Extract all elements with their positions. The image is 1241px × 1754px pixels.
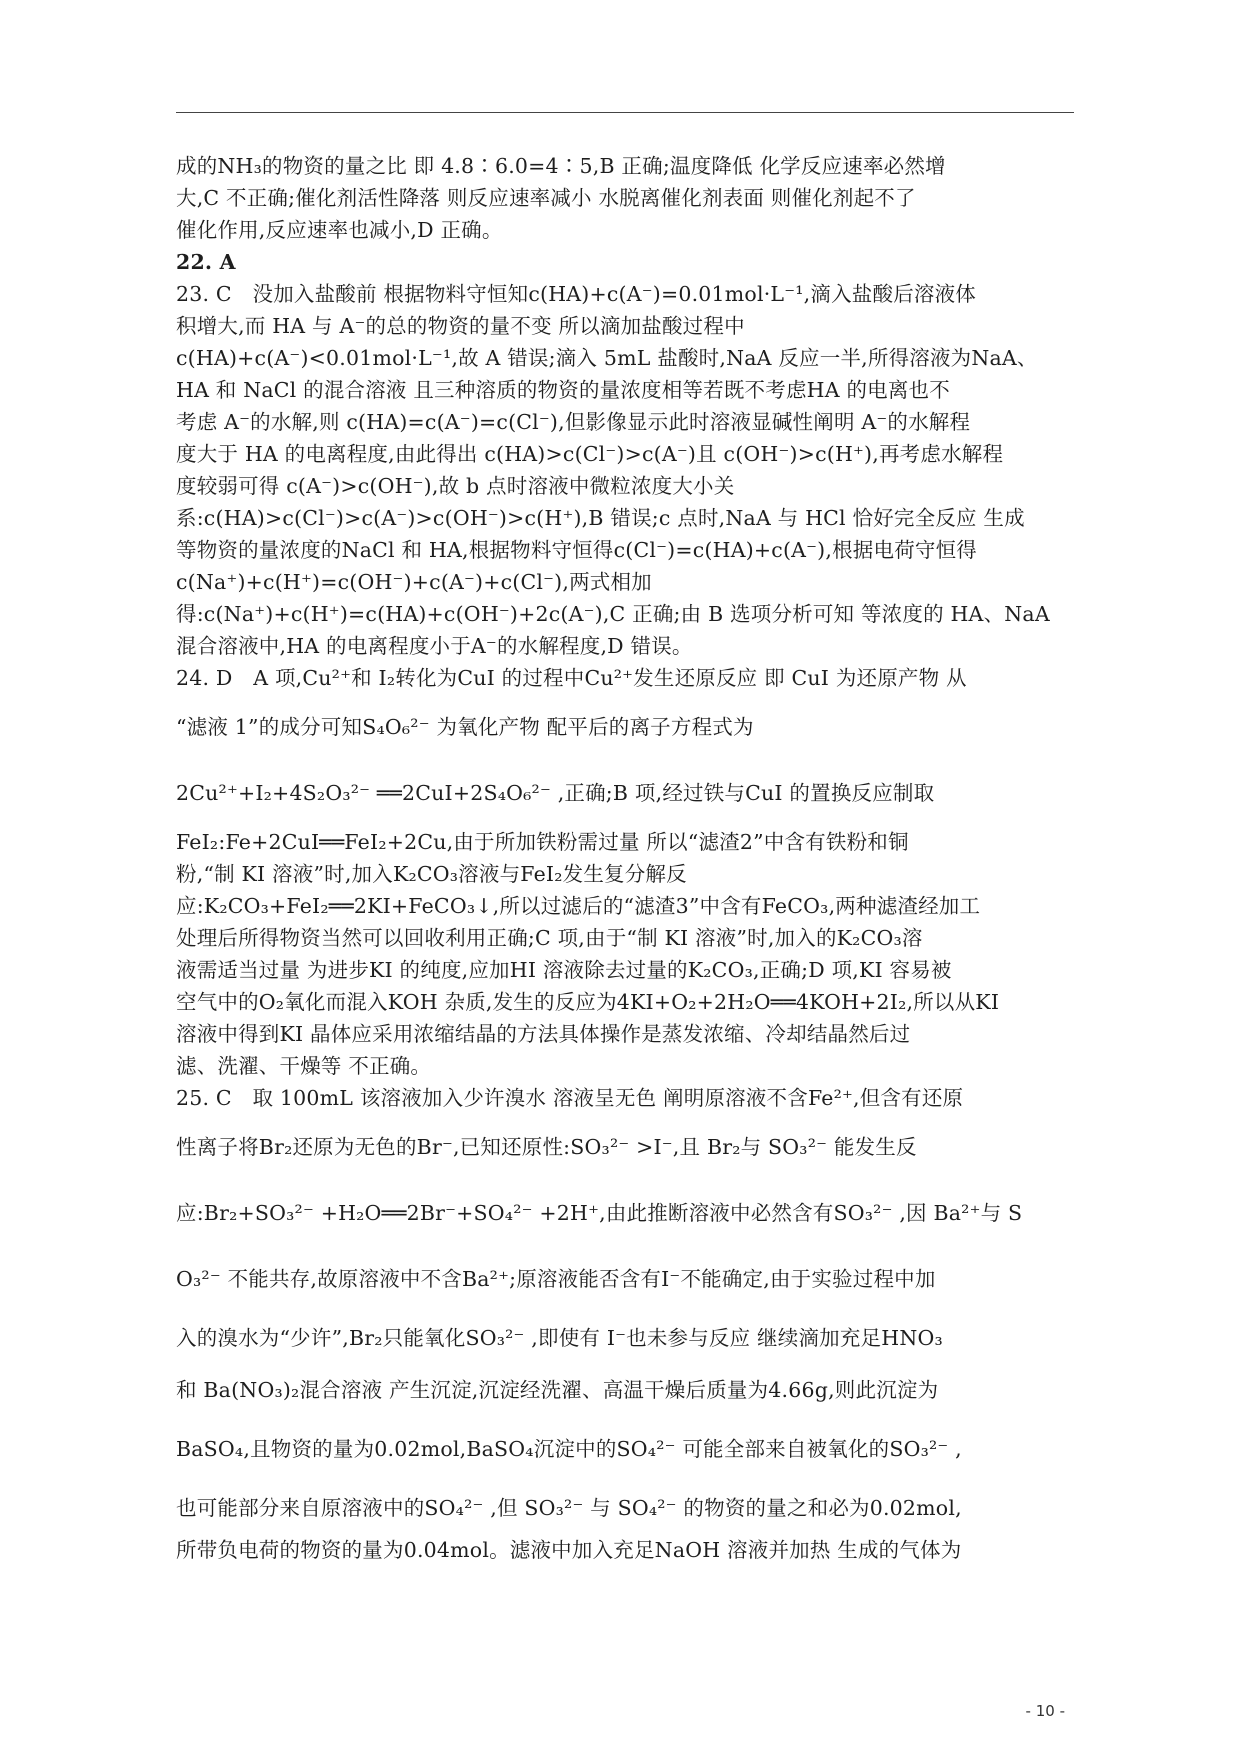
answer-text [176,150,1074,1566]
question-22: 22. A [176,250,236,274]
text-line: c(Na⁺)+c(H⁺)=c(OH⁻)+c(A⁻)+c(Cl⁻),两式相加 [176,570,652,594]
text-line: 2Cu²⁺+I₂+4S₂O₃²⁻ ══2CuI+2S₄O₆²⁻ ,正确;B 项,经过铁与CuI 的置换反应制取 [176,781,935,805]
text-line: 应:Br₂+SO₃²⁻ +H₂O══2Br⁻+SO₄²⁻ +2H⁺,由此推断溶液中必然含有SO₃²⁻ ,因 Ba²⁺与 S [176,1201,1023,1225]
header-rule [176,112,1074,113]
text-line: 系:c(HA)>c(Cl⁻)>c(A⁻)>c(OH⁻)>c(H⁺),B 错误;c 点时,NaA 与 HCl 恰好完全反应 生成 [176,506,1025,530]
text-line: 液需适当过量 为进步KI 的纯度,应加HI 溶液除去过量的K₂CO₃,正确;D 项,KI 容易被 [176,958,952,982]
text-line: 积增大,而 HA 与 A⁻的总的物资的量不变 所以滴加盐酸过程中 [176,314,745,338]
text-line: O₃²⁻ 不能共存,故原溶液中不含Ba²⁺;原溶液能否含有I⁻不能确定,由于实验过程中加 [176,1267,936,1291]
text-line: HA 和 NaCl 的混合溶液 且三种溶质的物资的量浓度相等若既不考虑HA 的电离也不 [176,378,950,402]
question-25: 25. C 取 100mL 该溶液加入少许溴水 溶液呈无色 阐明原溶液不含Fe²⁺,但含有还原 [176,1086,964,1110]
text-line: 应:K₂CO₃+FeI₂══2KI+FeCO₃↓,所以过滤后的“滤渣3”中含有FeCO₃,两种滤渣经加工 [176,894,981,918]
text-line: 度较弱可得 c(A⁻)>c(OH⁻),故 b 点时溶液中微粒浓度大小关 [176,474,735,498]
text-line: 处理后所得物资当然可以回收利用正确;C 项,由于“制 KI 溶液”时,加入的K₂CO₃溶 [176,926,923,950]
text-line: 和 Ba(NO₃)₂混合溶液 产生沉淀,沉淀经洗濯、高温干燥后质量为4.66g,则此沉淀为 [176,1378,939,1402]
text-line: 也可能部分来自原溶液中的SO₄²⁻ ,但 SO₃²⁻ 与 SO₄²⁻ 的物资的量之和必为0.02mol, [176,1496,962,1520]
text-line: 滤、洗濯、干燥等 不正确。 [176,1054,432,1078]
text-line: 考虑 A⁻的水解,则 c(HA)=c(A⁻)=c(Cl⁻),但影像显示此时溶液显碱性阐明 A⁻的水解程 [176,410,971,434]
text-line: 等物资的量浓度的NaCl 和 HA,根据物料守恒得c(Cl⁻)=c(HA)+c(A⁻),根据电荷守恒得 [176,538,977,562]
text-line: 度大于 HA 的电离程度,由此得出 c(HA)>c(Cl⁻)>c(A⁻)且 c(OH⁻)>c(H⁺),再考虑水解程 [176,442,1004,466]
text-line: 所带负电荷的物资的量为0.04mol。滤液中加入充足NaOH 溶液并加热 生成的气体为 [176,1538,962,1562]
question-23: 23. C 没加入盐酸前 根据物料守恒知c(HA)+c(A⁻)=0.01mol·L⁻¹,滴入盐酸后溶液体 [176,282,976,306]
page-number: - 10 - [1025,1702,1065,1720]
text-line: c(HA)+c(A⁻)<0.01mol·L⁻¹,故 A 错误;滴入 5mL 盐酸时,NaA 反应一半,所得溶液为NaA、 [176,346,1038,370]
text-line: 得:c(Na⁺)+c(H⁺)=c(HA)+c(OH⁻)+2c(A⁻),C 正确;由 B 选项分析可知 等浓度的 HA、NaA [176,602,1050,626]
text-line: 溶液中得到KI 晶体应采用浓缩结晶的方法具体操作是蒸发浓缩、冷却结晶然后过 [176,1022,911,1046]
text-line: BaSO₄,且物资的量为0.02mol,BaSO₄沉淀中的SO₄²⁻ 可能全部来自被氧化的SO₃²⁻ , [176,1437,962,1461]
question-24: 24. D A 项,Cu²⁺和 I₂转化为CuI 的过程中Cu²⁺发生还原反应 即 CuI 为还原产物 从 [176,666,967,690]
text-line: 大,C 不正确;催化剂活性降落 则反应速率减小 水脱离催化剂表面 则催化剂起不了 [176,186,916,210]
text-line: FeI₂:Fe+2CuI══FeI₂+2Cu,由于所加铁粉需过量 所以“滤渣2”中含有铁粉和铜 [176,830,909,854]
text-line: 成的NH₃的物资的量之比 即 4.8∶6.0=4∶5,B 正确;温度降低 化学反应速率必然增 [176,154,946,178]
text-line: 性离子将Br₂还原为无色的Br⁻,已知还原性:SO₃²⁻ >I⁻,且 Br₂与 SO₃²⁻ 能发生反 [176,1135,917,1159]
text-line: 混合溶液中,HA 的电离程度小于A⁻的水解程度,D 错误。 [176,634,693,658]
text-line: “滤液 1”的成分可知S₄O₆²⁻ 为氧化产物 配平后的离子方程式为 [176,715,754,739]
text-line: 催化作用,反应速率也减小,D 正确。 [176,218,503,242]
text-line: 空气中的O₂氧化而混入KOH 杂质,发生的反应为4KI+O₂+2H₂O══4KOH+2I₂,所以从KI [176,990,1000,1014]
text-line: 入的溴水为“少许”,Br₂只能氧化SO₃²⁻ ,即使有 I⁻也未参与反应 继续滴加充足HNO₃ [176,1326,943,1350]
text-line: 粉,“制 KI 溶液”时,加入K₂CO₃溶液与FeI₂发生复分解反 [176,862,687,886]
